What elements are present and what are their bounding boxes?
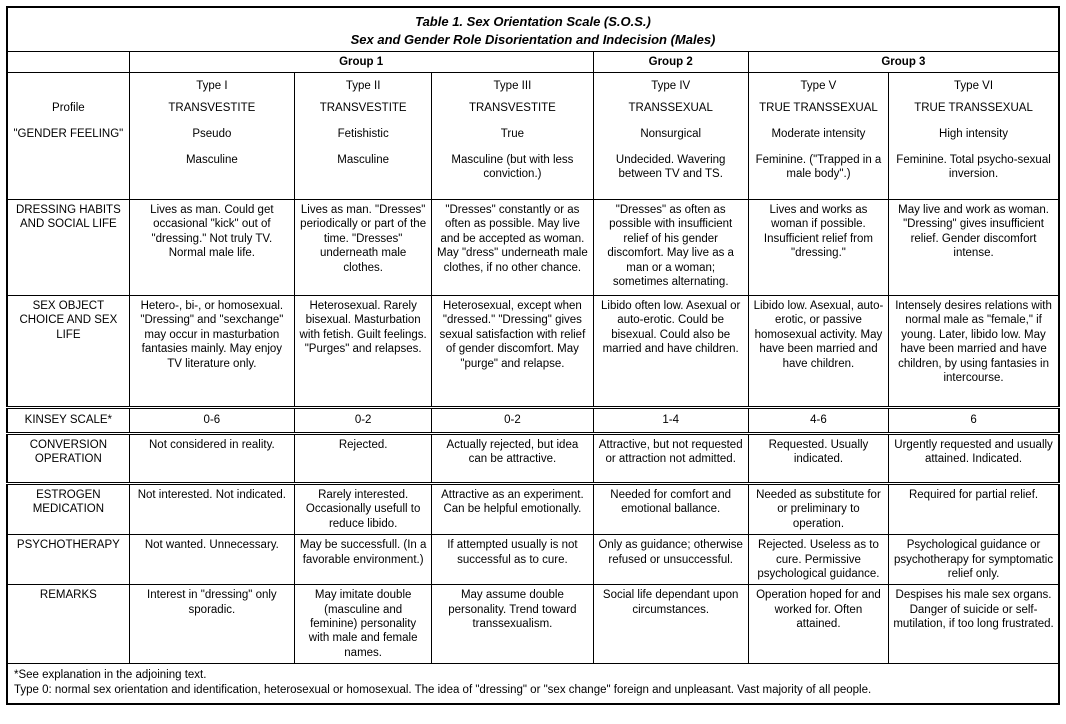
row-sex-object-choice — [7, 296, 1059, 408]
table-cell: "Dresses" constantly or as often as possible. May live and be accepted as woman. May "dress" underneath male clothes, if no other chance. — [432, 200, 593, 296]
table-cell: Social life dependant upon circumstances. — [593, 585, 748, 664]
row-psychotherapy — [7, 535, 1059, 585]
table-cell: Heterosexual, except when "dressed." "Dressing" gives sexual satisfaction with relief of gender discomfort. May "purge" and relapse. — [432, 296, 593, 408]
table-cell: 0-2 — [295, 408, 432, 434]
table-cell: May live and work as woman. "Dressing" gives insufficient relief. Gender discomfort intense. — [889, 200, 1059, 296]
table-cell: Needed for comfort and emotional ballance. — [593, 484, 748, 535]
row-label — [7, 73, 129, 98]
footnote-asterisk: *See explanation in the adjoining text. — [14, 668, 207, 681]
row-conversion-operation — [7, 434, 1059, 484]
group-1-header: Group 1 — [129, 52, 593, 73]
profile-desc-row — [7, 150, 1059, 200]
table-cell: Feminine. Total psycho-sexual inversion. — [889, 150, 1059, 200]
table-cell: Pseudo — [129, 124, 294, 150]
table-cell: 0-6 — [129, 408, 294, 434]
table-cell: TRANSSEXUAL — [593, 98, 748, 124]
table-cell: "Dresses" as often as possible with insufficient relief of his gender discomfort. May live as a man or a woman; sometimes alternating. — [593, 200, 748, 296]
footnote-row — [7, 664, 1059, 704]
row-remarks — [7, 585, 1059, 664]
type-header: Type V — [748, 73, 888, 98]
row-estrogen-medication — [7, 484, 1059, 535]
table-title-cell — [7, 7, 1059, 52]
group-3-header: Group 3 — [748, 52, 1059, 73]
table-cell: Urgently requested and usually attained. Indicated. — [889, 434, 1059, 484]
footnote-cell — [7, 664, 1059, 704]
table-cell: 4-6 — [748, 408, 888, 434]
table-cell: Despises his male sex organs. Danger of suicide or self-mutilation, if too long frustrated. — [889, 585, 1059, 664]
table-cell: Masculine — [129, 150, 294, 200]
table-cell: TRANSVESTITE — [129, 98, 294, 124]
row-label: SEX OBJECT CHOICE AND SEX LIFE — [7, 296, 129, 408]
type-header: Type III — [432, 73, 593, 98]
table-cell: Not considered in reality. — [129, 434, 294, 484]
table-cell: Lives as man. "Dresses" periodically or part of the time. "Dresses" underneath male clothes. — [295, 200, 432, 296]
table-cell: Needed as substitute for or preliminary to operation. — [748, 484, 888, 535]
row-kinsey-scale — [7, 408, 1059, 434]
row-label: REMARKS — [7, 585, 129, 664]
table-title: Table 1. Sex Orientation Scale (S.O.S.) — [415, 14, 651, 29]
table-cell: TRANSVESTITE — [295, 98, 432, 124]
table-cell: Feminine. ("Trapped in a male body".) — [748, 150, 888, 200]
footnote-type0: Type 0: normal sex orientation and identification, heterosexual or homosexual. The idea of "dressing" or "sex change" foreign and unpleasant. Vast majority of all people. — [14, 684, 872, 697]
table-cell: 1-4 — [593, 408, 748, 434]
type-header: Type II — [295, 73, 432, 98]
table-cell: Lives and works as woman if possible. Insufficient relief from "dressing." — [748, 200, 888, 296]
type-header-row — [7, 73, 1059, 98]
table-subtitle: Sex and Gender Role Disorientation and Indecision (Males) — [350, 31, 716, 47]
table-cell: Only as guidance; otherwise refused or unsuccessful. — [593, 535, 748, 585]
corner-cell — [7, 52, 129, 73]
row-dressing-habits — [7, 200, 1059, 296]
table-cell: Undecided. Wavering between TV and TS. — [593, 150, 748, 200]
group-header-row — [7, 52, 1059, 73]
table-cell: Hetero-, bi-, or homosexual. "Dressing" and "sexchange" may occur in masturbation fantasies mainly. May enjoy TV literature only. — [129, 296, 294, 408]
table-cell: Masculine — [295, 150, 432, 200]
table-cell: Rejected. Useless as to cure. Permissive psychological guidance. — [748, 535, 888, 585]
table-cell: May assume double personality. Trend toward transsexualism. — [432, 585, 593, 664]
row-label-profile: Profile — [7, 98, 129, 124]
table-cell: Psychological guidance or psychotherapy for symptomatic relief only. — [889, 535, 1059, 585]
table-cell: 0-2 — [432, 408, 593, 434]
table-cell: Fetishistic — [295, 124, 432, 150]
table-cell: Requested. Usually indicated. — [748, 434, 888, 484]
table-cell: Libido low. Asexual, auto-erotic, or passive homosexual activity. May have been married and have children. — [748, 296, 888, 408]
table-cell: Libido often low. Asexual or auto-erotic. Could be bisexual. Could also be married and have children. — [593, 296, 748, 408]
type-header: Type IV — [593, 73, 748, 98]
title-row — [7, 7, 1059, 52]
table-cell: Operation hoped for and worked for. Often attained. — [748, 585, 888, 664]
type-header: Type I — [129, 73, 294, 98]
table-cell: Masculine (but with less conviction.) — [432, 150, 593, 200]
table-cell: 6 — [889, 408, 1059, 434]
row-label: DRESSING HABITS AND SOCIAL LIFE — [7, 200, 129, 296]
group-2-header: Group 2 — [593, 52, 748, 73]
table-cell: Interest in "dressing" only sporadic. — [129, 585, 294, 664]
table-cell: Rejected. — [295, 434, 432, 484]
table-cell: Not interested. Not indicated. — [129, 484, 294, 535]
table-cell: Not wanted. Unnecessary. — [129, 535, 294, 585]
type-header: Type VI — [889, 73, 1059, 98]
table-cell: May be successfull. (In a favorable environment.) — [295, 535, 432, 585]
table-cell: Attractive, but not requested or attraction not admitted. — [593, 434, 748, 484]
table-cell: TRUE TRANSSEXUAL — [889, 98, 1059, 124]
table-cell: TRANSVESTITE — [432, 98, 593, 124]
table-cell: Rarely interested. Occasionally usefull to reduce libido. — [295, 484, 432, 535]
table-cell: Lives as man. Could get occasional "kick" out of "dressing." Not truly TV. Normal male life. — [129, 200, 294, 296]
row-label: KINSEY SCALE* — [7, 408, 129, 434]
table-cell: Nonsurgical — [593, 124, 748, 150]
sos-table — [6, 6, 1060, 705]
row-label: PSYCHOTHERAPY — [7, 535, 129, 585]
profile-subtype-row — [7, 124, 1059, 150]
row-label — [7, 150, 129, 200]
profile-name-row — [7, 98, 1059, 124]
table-cell: TRUE TRANSSEXUAL — [748, 98, 888, 124]
table-cell: High intensity — [889, 124, 1059, 150]
table-cell: Moderate intensity — [748, 124, 888, 150]
row-label-gender-feeling: "GENDER FEELING" — [7, 124, 129, 150]
table-cell: Attractive as an experiment. Can be helpful emotionally. — [432, 484, 593, 535]
table-cell: Required for partial relief. — [889, 484, 1059, 535]
table-cell: May imitate double (masculine and feminine) personality with male and female names. — [295, 585, 432, 664]
row-label: ESTROGEN MEDICATION — [7, 484, 129, 535]
table-cell: Heterosexual. Rarely bisexual. Masturbation with fetish. Guilt feelings. "Purges" and relapses. — [295, 296, 432, 408]
table-cell: Actually rejected, but idea can be attractive. — [432, 434, 593, 484]
table-cell: If attempted usually is not successful as to cure. — [432, 535, 593, 585]
table-cell: True — [432, 124, 593, 150]
table-cell: Intensely desires relations with normal male as "female," if young. Later, libido low. May have been married and have children, by using fantasies in intercourse. — [889, 296, 1059, 408]
row-label: CONVERSION OPERATION — [7, 434, 129, 484]
